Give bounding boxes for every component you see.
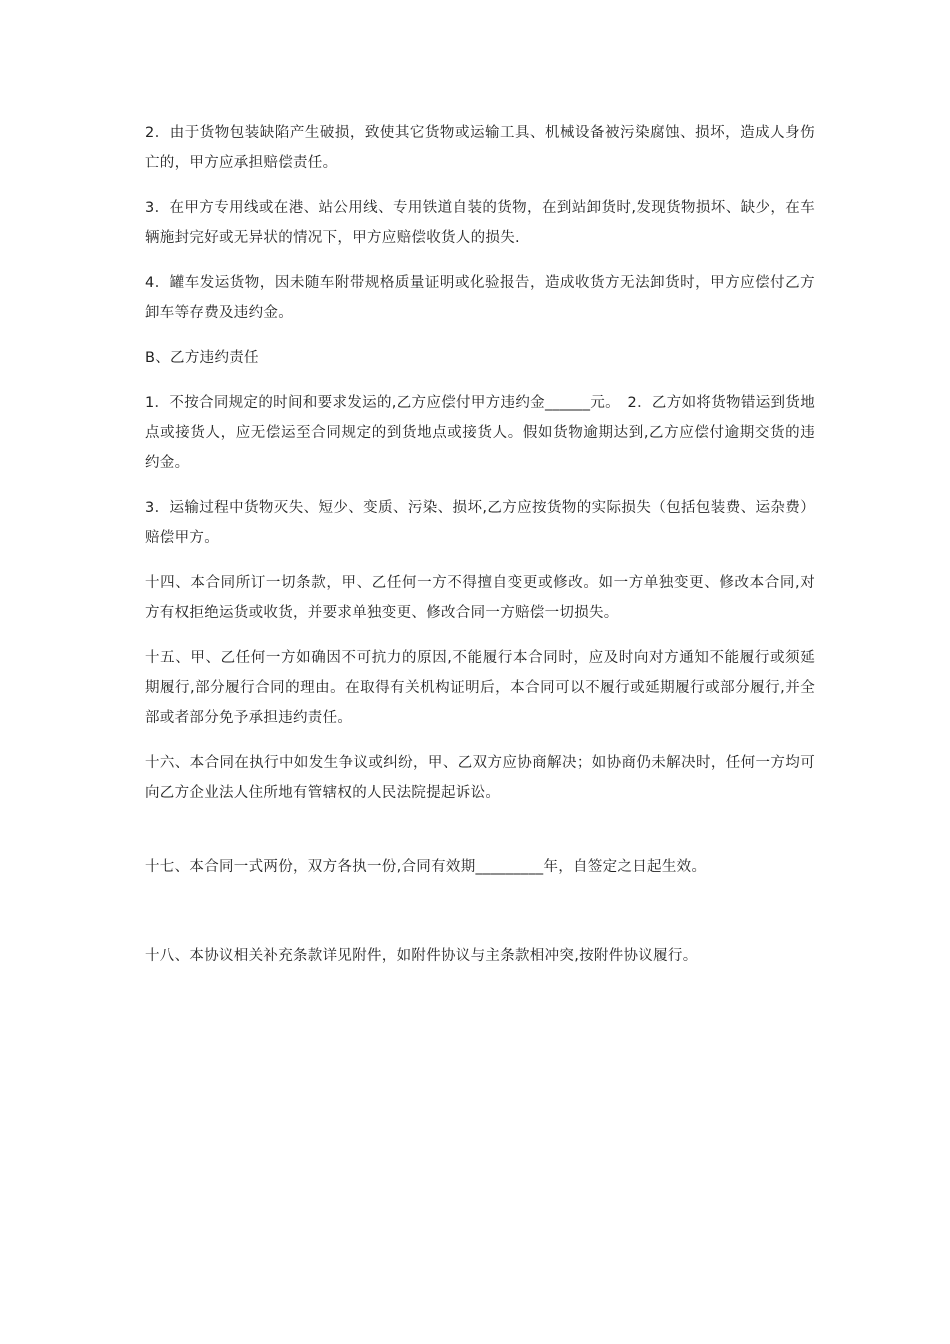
- paragraph-b-clause-1-2: 1．不按合同规定的时间和要求发运的,乙方应偿付甲方违约金______元。 2．乙方如将货物错运到货地点或接货人，应无偿运至合同规定的到货地点或接货人。假如货物逾期达到,乙方应偿付逾期交货的违约金。: [145, 395, 815, 471]
- paragraph-article-18: 十八、本协议相关补充条款详见附件，如附件协议与主条款相冲突,按附件协议履行。: [145, 948, 698, 964]
- paragraph-clause-4: 4．罐车发运货物，因未随车附带规格质量证明或化验报告，造成收货方无法卸货时，甲方应偿付乙方卸车等存费及违约金。: [145, 275, 815, 321]
- paragraph-article-16: 十六、本合同在执行中如发生争议或纠纷，甲、乙双方应协商解决；如协商仍未解决时，任何一方均可向乙方企业法人住所地有管辖权的人民法院提起诉讼。: [145, 755, 815, 801]
- document-body: [145, 118, 815, 986]
- paragraph-clause-2: 2．由于货物包装缺陷产生破损，致使其它货物或运输工具、机械设备被污染腐蚀、损坏，造成人身伤亡的，甲方应承担赔偿责任。: [145, 125, 815, 171]
- paragraph-clause-3: 3．在甲方专用线或在港、站公用线、专用铁道自装的货物，在到站卸货时,发现货物损坏、缺少，在车辆施封完好或无异状的情况下，甲方应赔偿收货人的损失.: [145, 200, 815, 246]
- paragraph-b-clause-3: 3．运输过程中货物灭失、短少、变质、污染、损坏,乙方应按货物的实际损失（包括包装费、运杂费）赔偿甲方。: [145, 500, 815, 546]
- paragraph-article-15: 十五、甲、乙任何一方如确因不可抗力的原因,不能履行本合同时，应及时向对方通知不能履行或须延期履行,部分履行合同的理由。在取得有关机构证明后，本合同可以不履行或延期履行或部分履行,并全部或者部分免予承担违约责任。: [145, 650, 815, 726]
- section-heading-b: B、乙方违约责任: [145, 350, 259, 366]
- paragraph-article-14: 十四、本合同所订一切条款，甲、乙任何一方不得擅自变更或修改。如一方单独变更、修改本合同,对方有权拒绝运货或收货，并要求单独变更、修改合同一方赔偿一切损失。: [145, 575, 815, 621]
- paragraph-article-17: 十七、本合同一式两份，双方各执一份,合同有效期_________年，自签定之日起生效。: [145, 859, 707, 875]
